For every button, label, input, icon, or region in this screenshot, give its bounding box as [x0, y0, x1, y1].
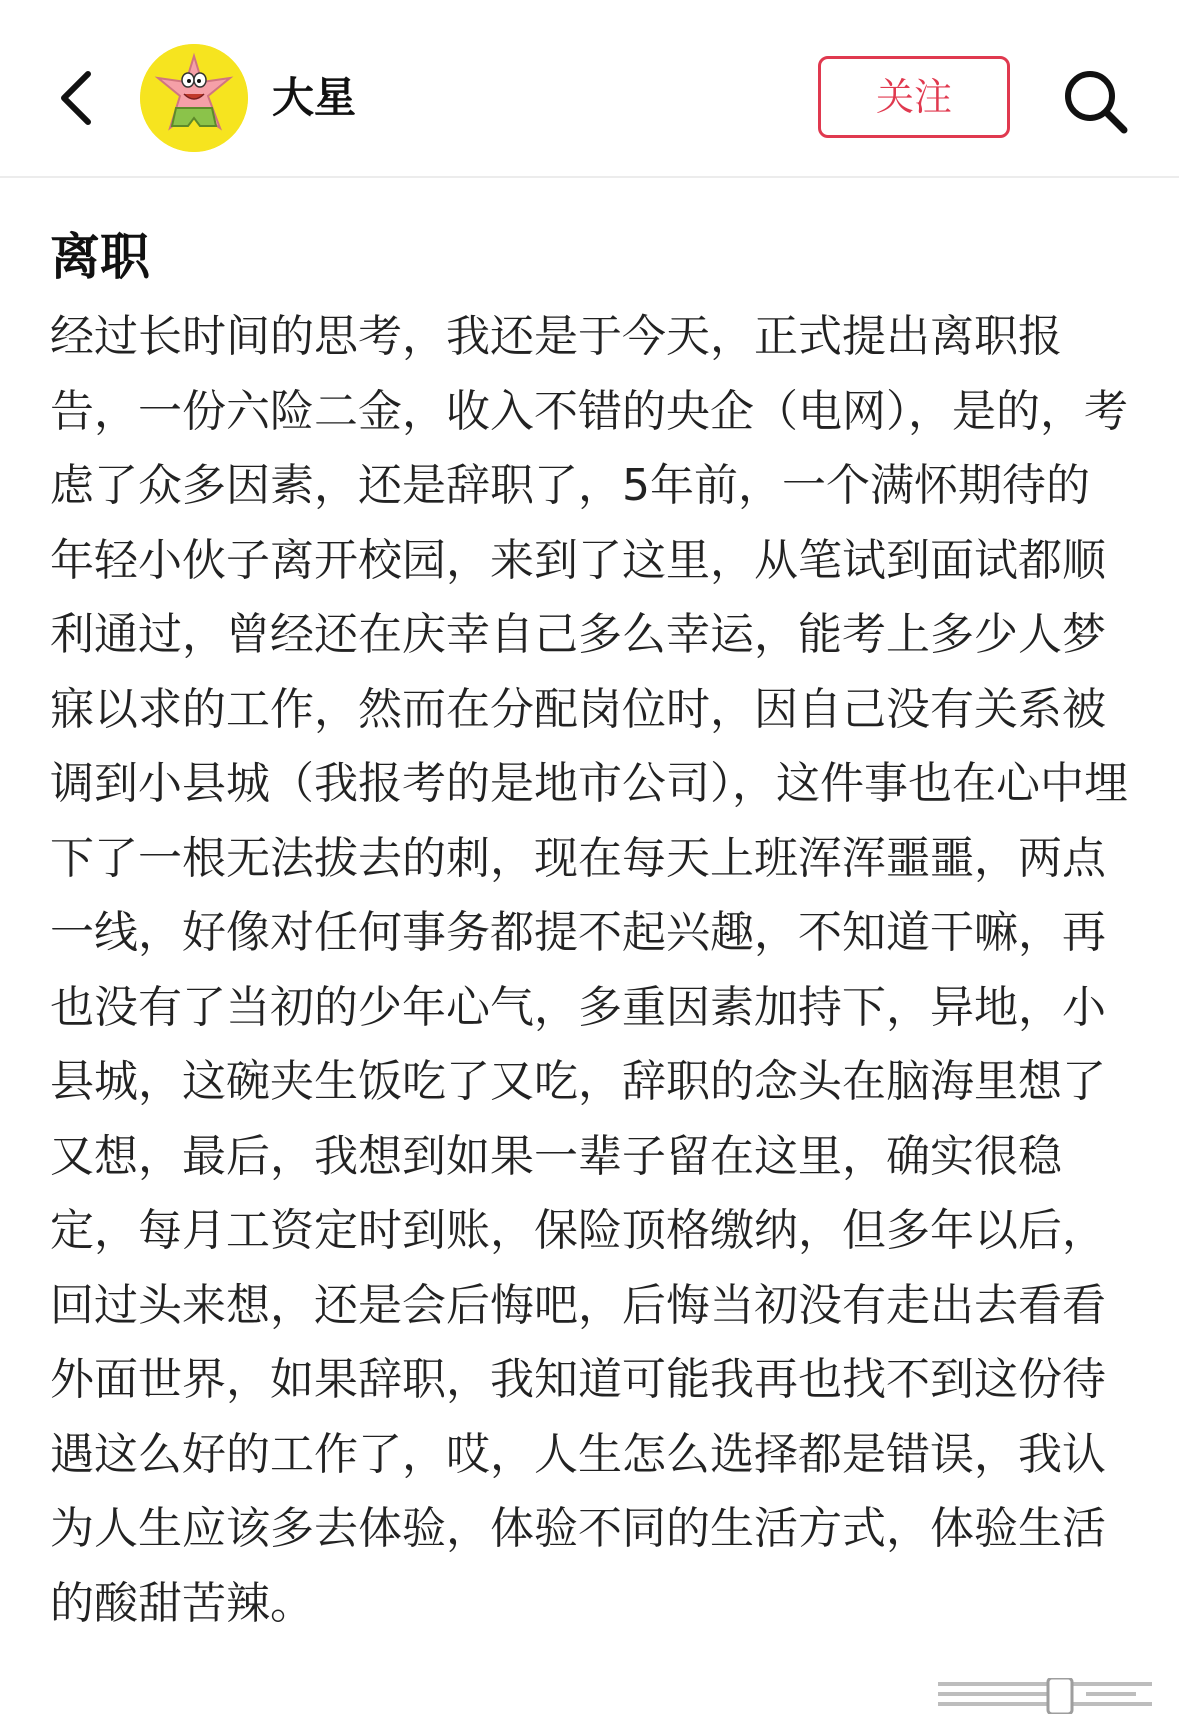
patrick-star-avatar-icon	[140, 44, 248, 152]
username[interactable]: 大星	[272, 73, 357, 122]
reading-mode-button[interactable]	[936, 1678, 1156, 1714]
avatar[interactable]	[140, 44, 248, 152]
follow-button[interactable]: 关注	[818, 56, 1010, 138]
article-title: 离职	[50, 228, 150, 286]
article-body: 经过长时间的思考，我还是于今天，正式提出离职报告，一份六险二金，收入不错的央企（电网），是的，考虑了众多因素，还是辞职了，5年前，一个满怀期待的年轻小伙子离开校园，来到了这里，从笔试到面试都顺利通过，曾经还在庆幸自己多么幸运，能考上多少人梦寐以求的工作，然而在分配岗位时，因自己没有关系被调到小县城（我报考的是地市公司），这件事也在心中埋下了一根无法拔去的刺，现在每天上班浑浑噩噩，两点一线，好像对任何事务都提不起兴趣，不知道干嘛，再也没有了当初的少年心气，多重因素加持下，异地，小县城，这碗夹生饭吃了又吃，辞职的念头在脑海里想了又想，最后，我想到如果一辈子留在这里，确实很稳定，每月工资定时到账，保险顶格缴纳，但多年以后，回过头来想，还是会后悔吧，后悔当初没有走出去看看外面世界，如果辞职，我知道可能我再也找不到这份待遇这么好的工作了，哎，人生怎么选择都是错误，我认为人生应该多去体验，体验不同的生活方式，体验生活的酸甜苦辣。	[50, 311, 1128, 1629]
back-button[interactable]	[50, 62, 110, 134]
search-button[interactable]	[1060, 66, 1132, 138]
chevron-left-icon	[50, 62, 110, 134]
article-content	[50, 222, 1140, 1641]
top-nav-bar	[0, 0, 1179, 178]
search-icon	[1060, 66, 1132, 138]
reading-mode-icon	[936, 1678, 1156, 1714]
